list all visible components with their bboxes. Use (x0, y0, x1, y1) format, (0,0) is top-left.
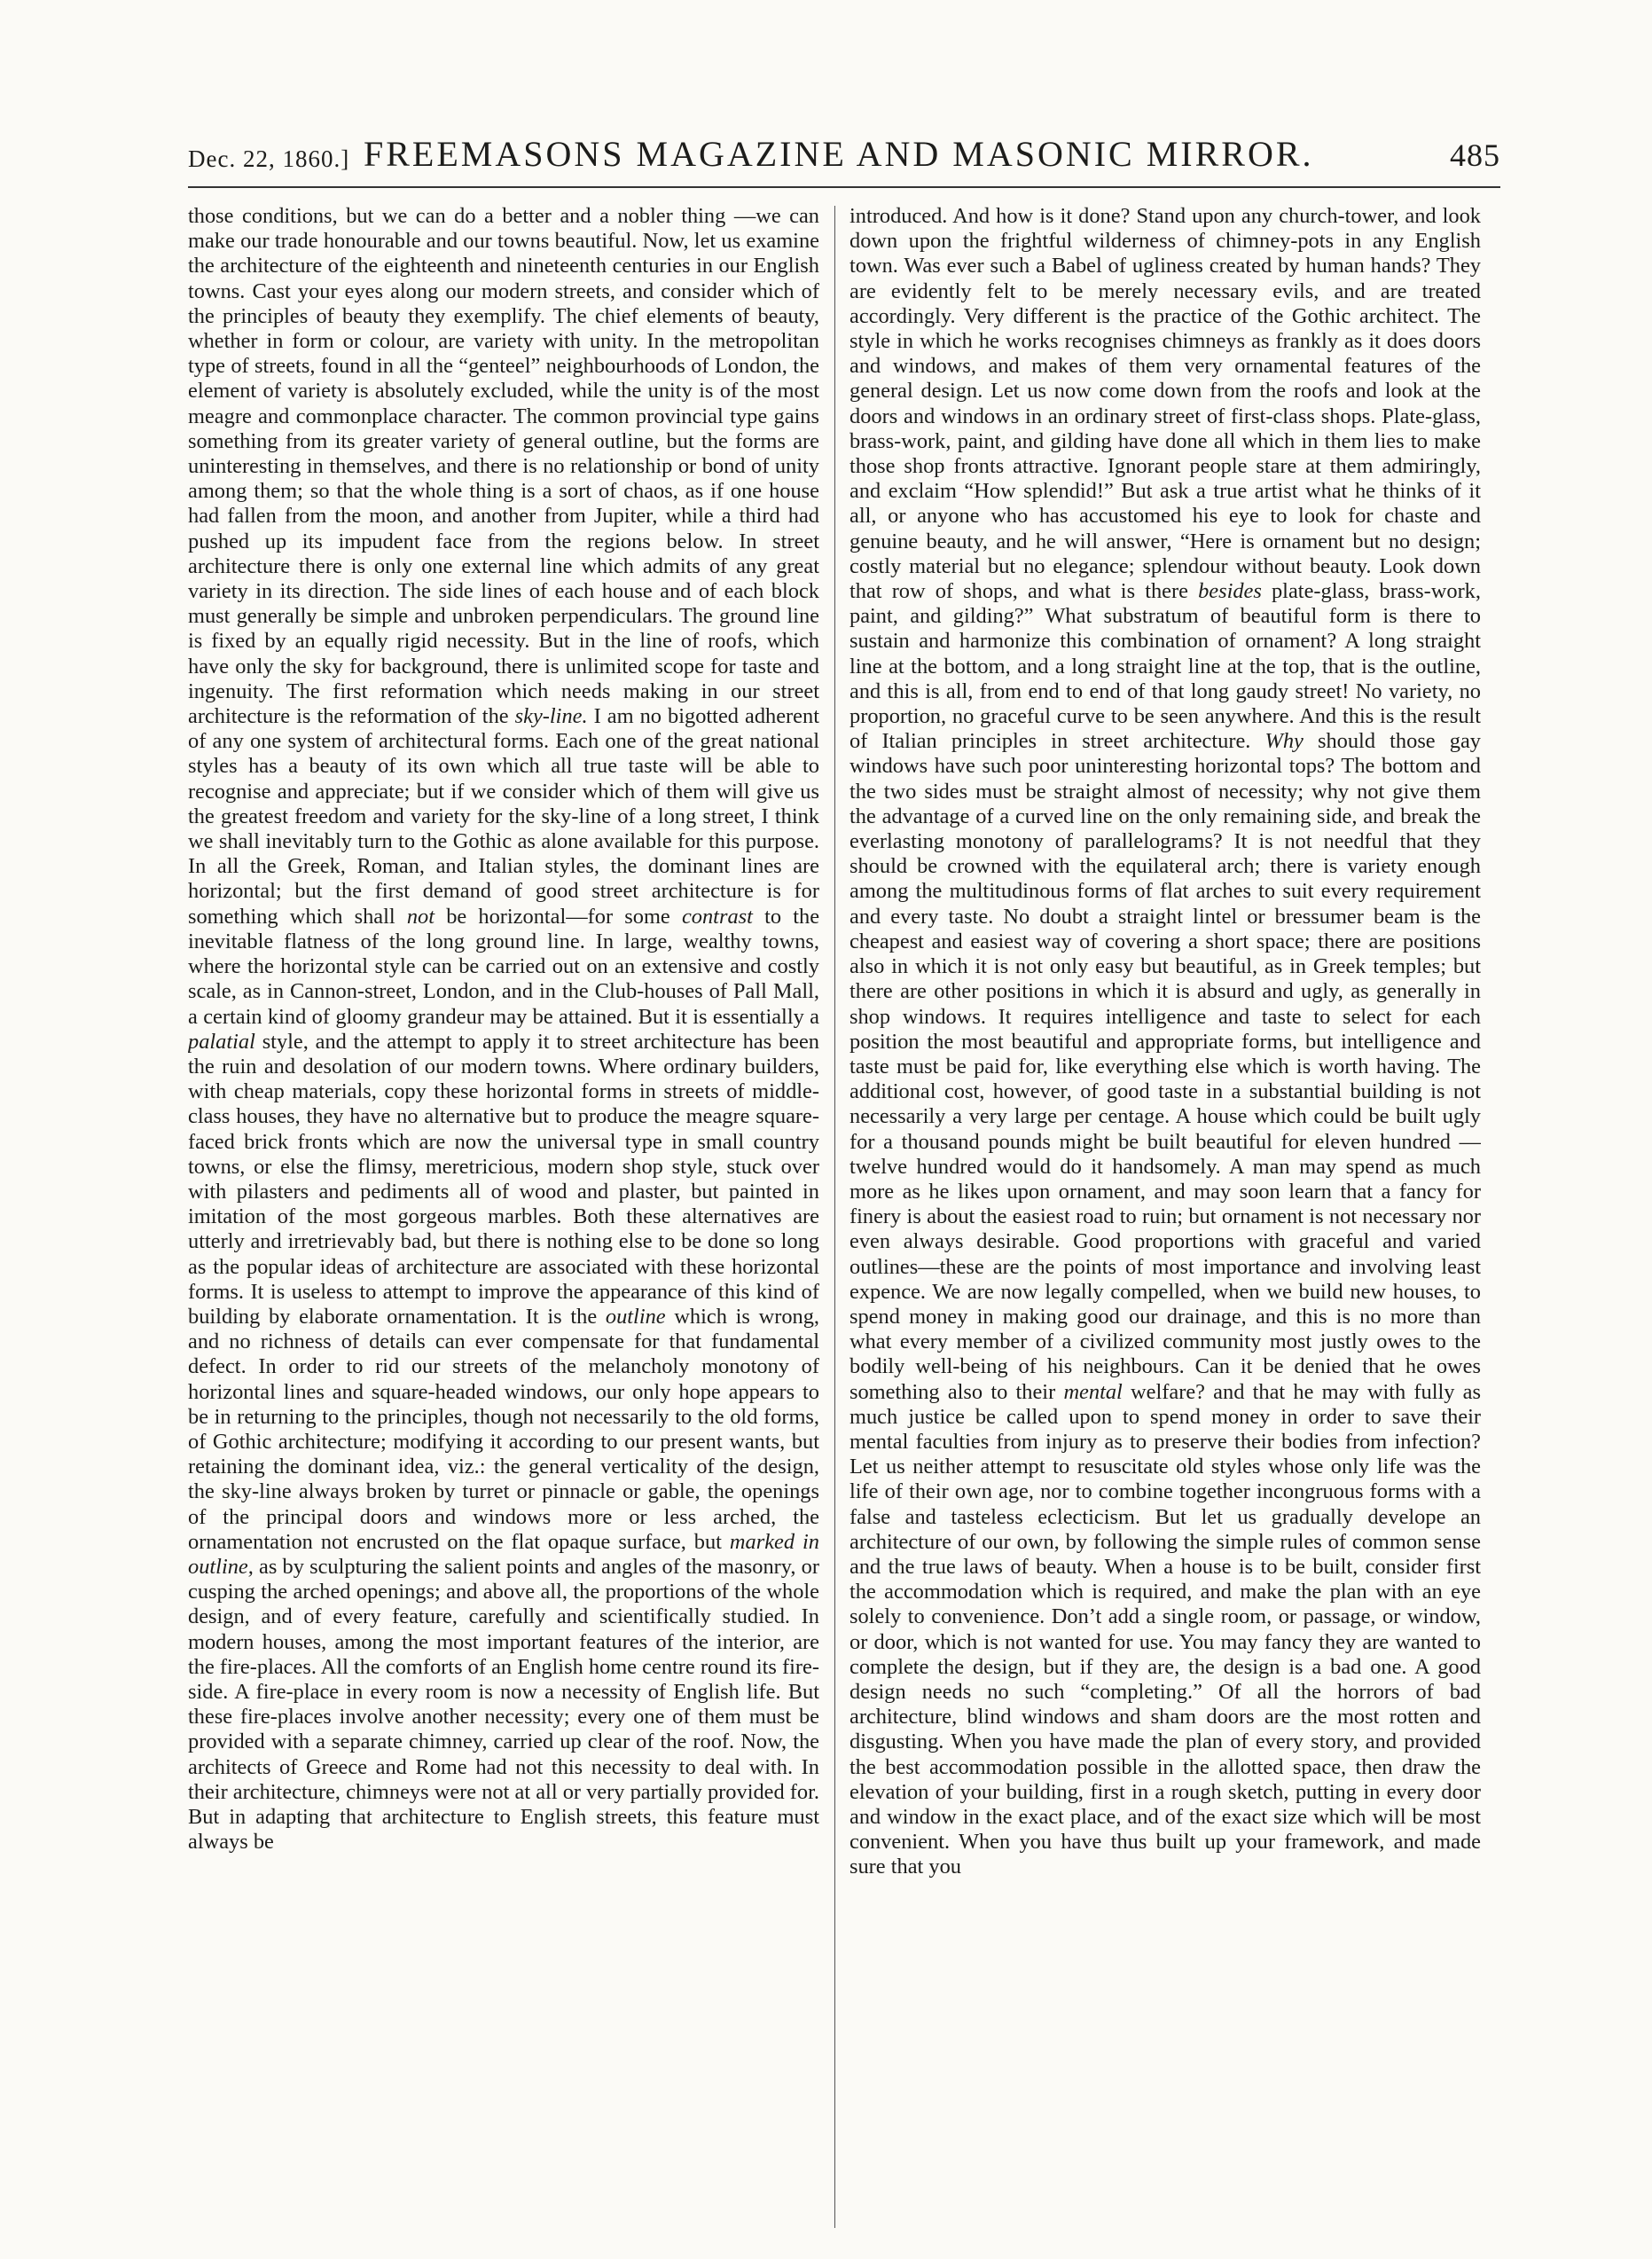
left-column (188, 204, 819, 2235)
text-run: as by sculpturing the salient points and angles of the masonry, or cusping the arched openings; and above all, the proportions of the whole design, and of every feature, carefully and scientifically studied. In modern houses, among the most important features of the interior, are the fire-places. All the comforts of an English home centre round its fire-side. A fire-place in every room is now a necessity of English life. But these fire-places involve another necessity; every one of them must be provided with a separate chimney, carried up clear of the roof. Now, the architects of Greece and Rome had not this necessity to deal with. In their architecture, chimneys were not at all or very partially provided for. But in adapting that architecture to English streets, this feature must always be (188, 1554, 819, 1855)
text-run: be horizontal—for some (435, 904, 670, 929)
text-run: plate-glass, brass-work, paint, and gilding?” What substratum of beautiful form is there to sustain and harmonize this combination of ornament? A long straight line at the bottom, and a long straight line at the top, that is the outline, and this is all, from end to end of that long gaudy street! No variety, no proportion, no graceful curve to be seen anywhere. And this is the result of Italian principles in street architecture. (849, 579, 1481, 754)
italic-run: marked in outline, (188, 1529, 819, 1579)
italic-run: outline (605, 1304, 666, 1329)
italic-run: mental (1063, 1379, 1123, 1404)
column-divider (834, 206, 835, 2228)
italic-run: contrast (681, 904, 753, 929)
header-rule (188, 186, 1500, 188)
text-run: should those gay windows have such poor uninteresting horizontal tops? The bottom and the two sides must be straight almost of necessity; why not give them the advantage of a curved line on the only remaining side, and break the everlasting monotony of parallelograms? It is not needful that they should be crowned with the equilateral arch; there is variety enough among the multitudinous forms of flat arches to suit every requirement and every taste. No doubt a straight lintel or bressumer beam is the cheapest and easiest way of covering a short space; there are positions also in which it is not only easy but beautiful, as in Greek temples; but there are other positions in which it is absurd and ugly, as generally in shop windows. It requires intelligence and taste to select for each position the most beautiful and appropriate forms, but intelligence and taste must be paid for, like everything else which is worth having. The additional cost, however, of good taste in a substantial building is not necessarily a very large per centage. A house which could be built ugly for a thousand pounds might be built beautiful for eleven hundred —twelve hundred would do it handsomely. A man may spend as much more as he likes upon ornament, and may soon learn that a fancy for finery is about the easiest road to ruin; but ornament is not necessary nor even always desirable. Good proportions with graceful and varied outlines—these are the points of most importance and involving least expence. We are now legally compelled, when we build new houses, to spend money in making good our drainage, and this is no more than what every member of a civilized community most justly owes to the bodily well-being of his neighbours. Can it be denied that he owes something also to their (849, 729, 1481, 1404)
header-date: Dec. 22, 1860.] (188, 145, 350, 172)
text-run: which is wrong, and no richness of details can ever compensate for that fundamental defect. In order to rid our streets of the melancholy monotony of horizontal lines and square-headed windows, our only hope appears to be in returning to the principles, though not necessarily to the old forms, of Gothic architecture; modifying it according to our present wants, but retaining the dominant idea, viz.: the general verticality of the design, the sky-line always broken by turret or pinnacle or gable, the openings of the principal doors and windows more or less arched, the ornamentation not encrusted on the flat opaque surface, but (188, 1304, 819, 1554)
text-run: introduced. And how is it done? Stand upon any church-tower, and look down upon the frightful wilderness of chimney-pots in any English town. Was ever such a Babel of ugliness created by human hands? They are evidently felt to be merely necessary evils, and are treated accordingly. Very different is the practice of the Gothic architect. The style in which he works recognises chimneys as frankly as it does doors and windows, and makes of them very ornamental features of the general design. Let us now come down from the roofs and look at the doors and windows in an ordinary street of first-class shops. Plate-glass, brass-work, paint, and gilding have done all which in them lies to make those shop fronts attractive. Ignorant people stare at them admiringly, and exclaim “How splendid!” But ask a true artist what he thinks of it all, or anyone who has accustomed his eye to look for chaste and genuine beauty, and he will answer, “Here is ornament but no design; costly material but no elegance; splendour without beauty. Look down that row of shops, and what is there (849, 204, 1481, 604)
italic-run: Why (1264, 729, 1304, 754)
left-column-text (188, 204, 819, 1855)
page-number: 485 (1450, 137, 1500, 173)
italic-run: besides (1198, 579, 1262, 604)
right-column (849, 204, 1481, 2235)
text-run: to the inevitable flatness of the long ground line. In large, wealthy towns, where the horizontal style can be carried out on an extensive and costly scale, as in Cannon-street, London, and in the Club-houses of Pall Mall, a certain kind of gloomy grandeur may be attained. But it is essentially a (188, 904, 819, 1029)
text-run: I am no bigotted adherent of any one system of architectural forms. Each one of the great national styles has a beauty of its own which all true taste will be able to recognise and appreciate; but if we consider which of them will give us the greatest freedom and variety for the sky-line of a long street, I think we shall inevitably turn to the Gothic as alone available for this purpose. In all the Greek, Roman, and Italian styles, the dominant lines are horizontal; but the first demand of good street architecture is for something which shall (188, 704, 819, 929)
page-header (188, 133, 1500, 174)
italic-run: not (406, 904, 435, 929)
italic-run: sky-line. (514, 704, 588, 729)
italic-run: palatial (188, 1029, 255, 1054)
header-title: FREEMASONS MAGAZINE AND MASONIC MIRROR. (364, 134, 1314, 174)
right-column-text (849, 204, 1481, 1880)
text-run: those conditions, but we can do a better and a nobler thing —we can make our trade honourable and our towns beautiful. Now, let us examine the architecture of the eighteenth and nineteenth centuries in our English towns. Cast your eyes along our modern streets, and consider which of the principles of beauty they exemplify. The chief elements of beauty, whether in form or colour, are variety with unity. In the metropolitan type of streets, found in all the “genteel” neighbourhoods of London, the element of variety is absolutely excluded, while the unity is of the most meagre and commonplace character. The common provincial type gains something from its greater variety of general outline, but the forms are uninteresting in themselves, and there is no relationship or bond of unity among them; so that the whole thing is a sort of chaos, as if one house had fallen from the moon, and another from Jupiter, while a third had pushed up its impudent face from the regions below. In street architecture there is only one external line which admits of any great variety in its direction. The side lines of each house and of each block must generally be simple and unbroken perpendiculars. The ground line is fixed by an equally rigid necessity. But in the line of roofs, which have only the sky for background, there is unlimited scope for taste and ingenuity. The first reformation which needs making in our street architecture is the reformation of the (188, 204, 819, 729)
text-run: welfare? and that he may with fully as much justice be called upon to spend money in order to save their mental faculties from injury as to preserve their bodies from infection? Let us neither attempt to resuscitate old styles whose only life was the life of their own age, nor to combine together incongruous forms with a false and tasteless eclecticism. But let us gradually develope an architecture of our own, by following the simple rules of common sense and the true laws of beauty. When a house is to be built, consider first the accommodation which is required, and make the plan with an eye solely to convenience. Don’t add a single room, or passage, or window, or door, which is not wanted for use. You may fancy they are wanted to complete the design, but if they are, the design is a bad one. A good design needs no such “completing.” Of all the horrors of bad architecture, blind windows and sham doors are the most rotten and disgusting. When you have made the plan of every story, and provided the best accommodation possible in the allotted space, then draw the elevation of your building, first in a rough sketch, putting in every door and window in the exact place, and of the exact size which will be most convenient. When you have thus built up your framework, and made sure that you (849, 1379, 1481, 1879)
text-run: style, and the attempt to apply it to street architecture has been the ruin and desolation of our modern towns. Where ordinary builders, with cheap materials, copy these horizontal forms in streets of middle-class houses, they have no alternative but to produce the meagre square-faced brick fronts which are now the universal type in small country towns, or else the flimsy, meretricious, modern shop style, stuck over with pilasters and pediments all of wood and plaster, but painted in imitation of the most gorgeous marbles. Both these alternatives are utterly and irretrievably bad, but there is nothing else to be done so long as the popular ideas of architecture are associated with these horizontal forms. It is useless to attempt to improve the appearance of this kind of building by elaborate ornamentation. It is the (188, 1029, 819, 1329)
